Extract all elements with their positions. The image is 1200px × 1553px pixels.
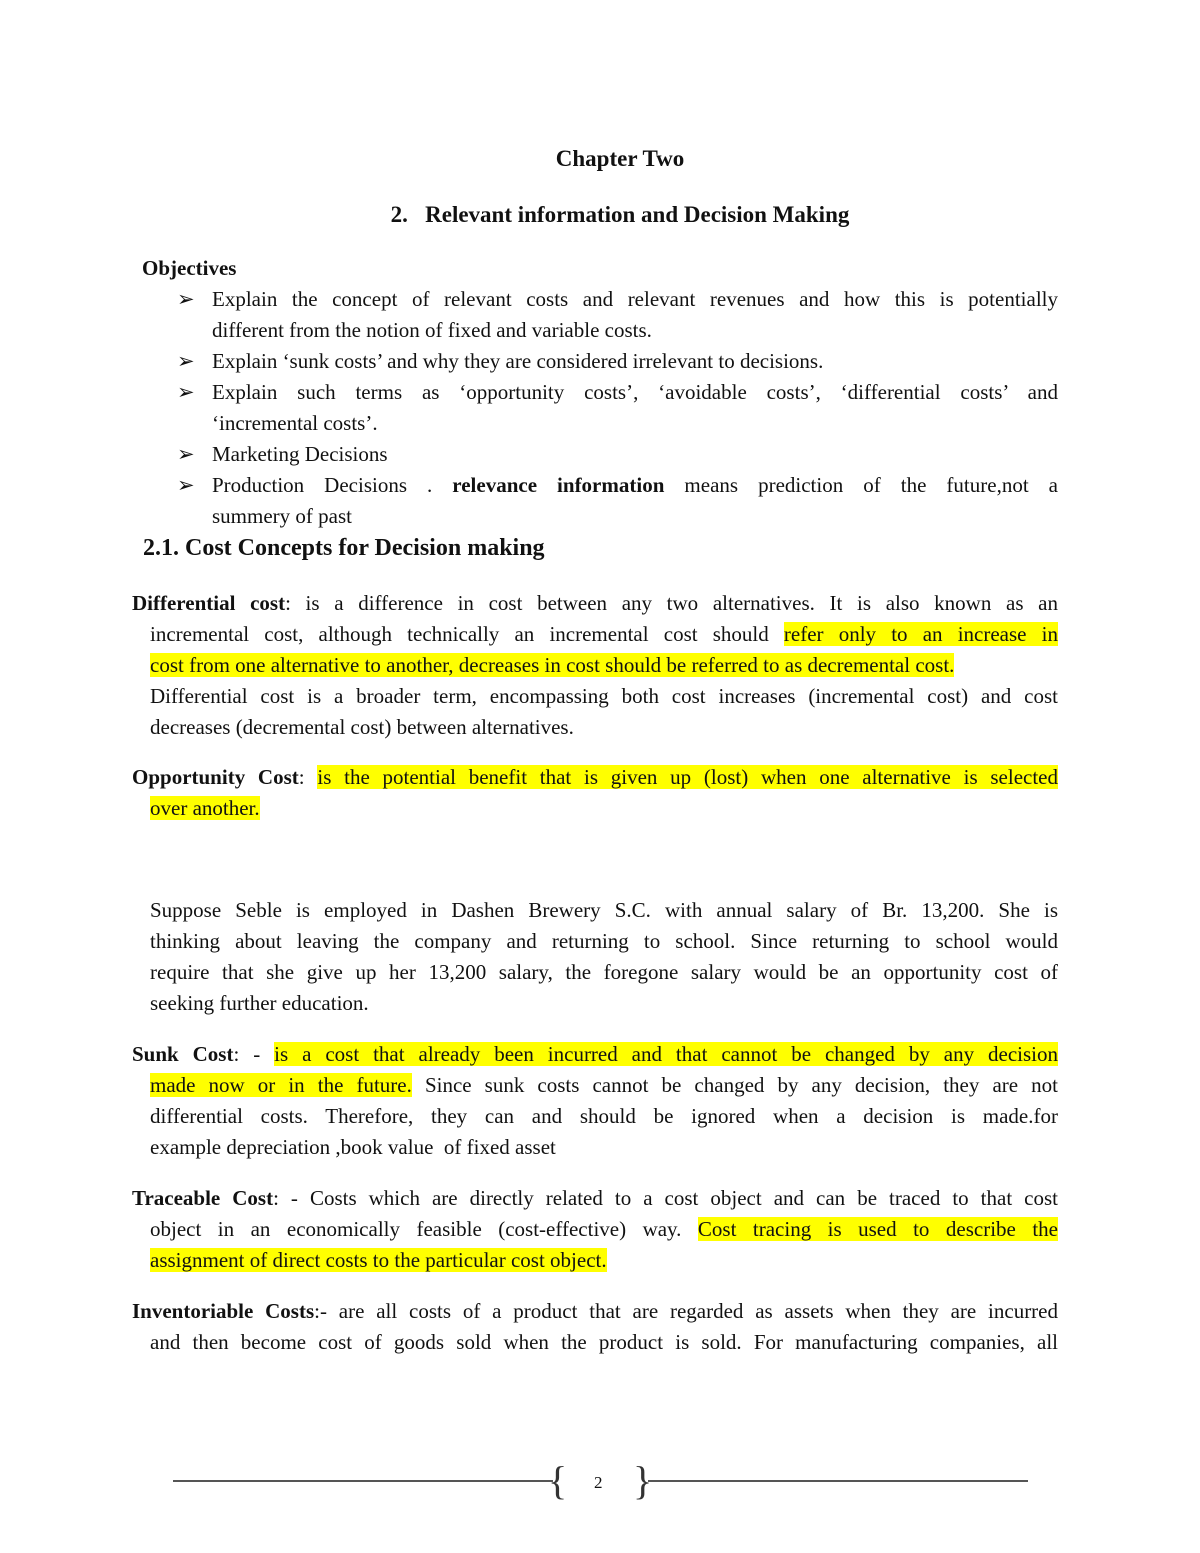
term-differential-cost: Differential cost: [132, 591, 286, 615]
objective-text-line2: different from the notion of fixed and variable costs.: [212, 318, 652, 342]
highlighted-text: cost from one alternative to another, decreases in cost should be referred to as decremental cost.: [150, 653, 955, 677]
para-line: [132, 793, 1058, 824]
section-heading: 2. Relevant information and Decision Making: [390, 202, 850, 227]
example-paragraph: [132, 895, 1058, 1019]
differential-cost-paragraph: [132, 588, 1058, 743]
para-line: [132, 1245, 1058, 1276]
highlighted-text: Cost tracing is used to describe the: [697, 1217, 1058, 1241]
term-sunk-cost: Sunk Cost: [132, 1042, 234, 1066]
highlighted-text: made now or in the future.: [150, 1073, 412, 1097]
footer-rule-right: [648, 1480, 1028, 1482]
objective-text-part: Production Decisions .: [212, 473, 453, 497]
para-line: thinking about leaving the company and returning to school. Since returning to school would: [150, 929, 1058, 953]
para-line: [132, 1039, 1058, 1070]
objective-text-line1: Explain the concept of relevant costs and relevant revenues and how this is potentially: [212, 287, 1058, 311]
highlighted-text: refer only to an increase in: [783, 622, 1058, 646]
footer-rule-left: [173, 1480, 553, 1482]
subsection-heading: 2.1. Cost Concepts for Decision making: [143, 535, 545, 561]
objective-item: [177, 377, 1058, 439]
highlighted-text: is a cost that already been incurred and that cannot be changed by any decision: [274, 1042, 1059, 1066]
para-text: : -: [233, 1042, 275, 1066]
para-line: [132, 619, 1058, 650]
highlighted-text: assignment of direct costs to the particular cost object.: [150, 1248, 607, 1272]
term-traceable-cost: Traceable Cost: [132, 1186, 274, 1210]
para-text: : is a difference in cost between any two alternatives. It is also known as an: [285, 591, 1058, 615]
term-opportunity-cost: Opportunity Cost: [132, 765, 299, 789]
objective-item: [177, 439, 1058, 470]
chapter-title: Chapter Two: [555, 146, 685, 171]
objective-text-line2: summery of past: [212, 504, 352, 528]
right-brace-icon: }: [633, 1458, 653, 1503]
para-line: Differential cost is a broader term, encompassing both cost increases (incremental cost) and cost: [150, 684, 1058, 708]
highlighted-text: over another.: [150, 796, 260, 820]
para-line: [132, 1214, 1058, 1245]
traceable-cost-paragraph: [132, 1183, 1058, 1276]
para-line: seeking further education.: [150, 991, 369, 1015]
para-line: differential costs. Therefore, they can and should be ignored when a decision is made.for: [150, 1104, 1058, 1128]
objective-item: [177, 346, 1058, 377]
objective-text-part: means prediction of the future,not a: [664, 473, 1058, 497]
objective-text-line2: ‘incremental costs’.: [212, 411, 378, 435]
arrow-bullet-icon: ➢: [177, 473, 195, 497]
para-line: [132, 1296, 1058, 1327]
arrow-bullet-icon: ➢: [177, 380, 195, 404]
term-inventoriable-costs: Inventoriable Costs: [132, 1299, 315, 1323]
objective-text-line1: [212, 470, 1058, 501]
inventoriable-cost-paragraph: [132, 1296, 1058, 1358]
objective-item: [177, 470, 1058, 532]
objective-text-line1: Marketing Decisions: [212, 442, 388, 466]
para-text: Since sunk costs cannot be changed by any decision, they are not: [411, 1073, 1058, 1097]
para-line: example depreciation ,book value of fixed asset: [150, 1135, 556, 1159]
para-line: decreases (decremental cost) between alternatives.: [150, 715, 574, 739]
para-text: object in an economically feasible (cost-effective) way.: [150, 1217, 698, 1241]
para-text: :: [298, 765, 318, 789]
para-text: :- are all costs of a product that are regarded as assets when they are incurred: [314, 1299, 1058, 1323]
para-text: : - Costs which are directly related to a cost object and can be traced to that cost: [273, 1186, 1058, 1210]
highlighted-text: is the potential benefit that is given up (lost) when one alternative is selected: [317, 765, 1058, 789]
sunk-cost-paragraph: [132, 1039, 1058, 1163]
arrow-bullet-icon: ➢: [177, 349, 195, 373]
objective-bold-term: relevance information: [452, 473, 665, 497]
objectives-heading: Objectives: [142, 256, 237, 280]
objective-item: [177, 284, 1058, 346]
opportunity-cost-paragraph: [132, 762, 1058, 824]
page-number: 2: [594, 1473, 603, 1492]
para-line: require that she give up her 13,200 salary, the foregone salary would be an opportunity cost of: [150, 960, 1058, 984]
para-line: [132, 762, 1058, 793]
para-line: [132, 650, 1058, 681]
para-line: Suppose Seble is employed in Dashen Brewery S.C. with annual salary of Br. 13,200. She is: [150, 898, 1058, 922]
objective-text-line1: Explain ‘sunk costs’ and why they are considered irrelevant to decisions.: [212, 349, 824, 373]
para-line: [132, 588, 1058, 619]
para-line: [132, 1183, 1058, 1214]
para-line: [132, 1070, 1058, 1101]
para-line: and then become cost of goods sold when the product is sold. For manufacturing companies, all: [150, 1330, 1058, 1354]
para-text: incremental cost, although technically an incremental cost should: [150, 622, 784, 646]
arrow-bullet-icon: ➢: [177, 442, 195, 466]
arrow-bullet-icon: ➢: [177, 287, 195, 311]
objective-text-line1: Explain such terms as ‘opportunity costs’, ‘avoidable costs’, ‘differential costs’ and: [212, 380, 1058, 404]
left-brace-icon: {: [548, 1458, 568, 1503]
